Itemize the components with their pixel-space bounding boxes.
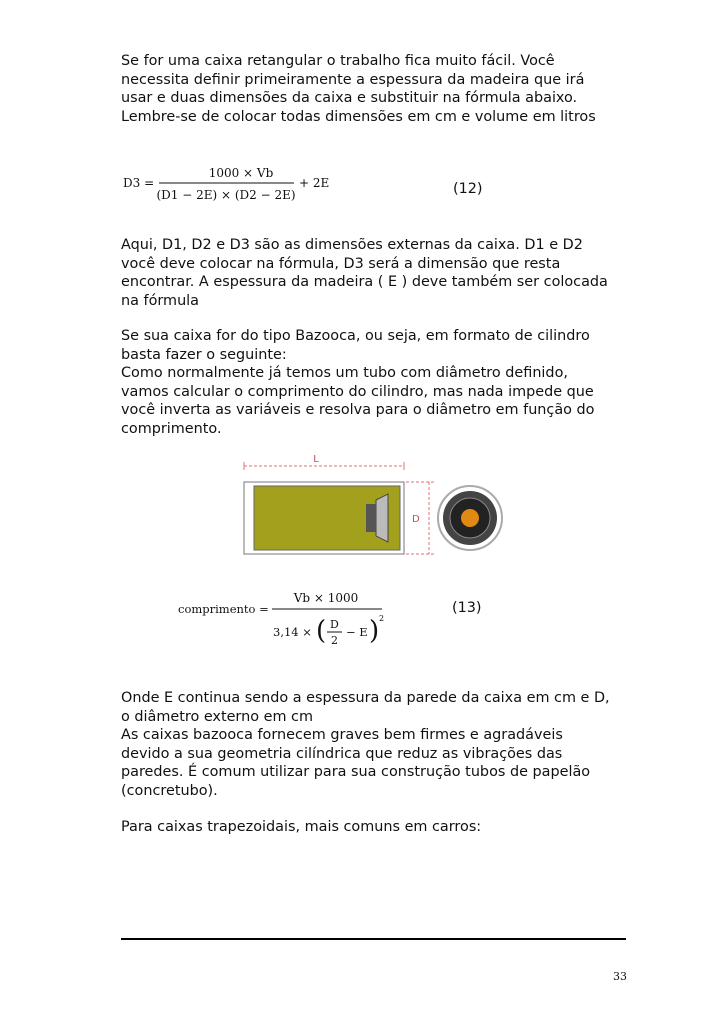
formula-12-numerator: 1000 × Vb (208, 166, 274, 180)
page-number: 33 (613, 970, 627, 983)
formula-13-den-prefix: 3,14 × (273, 625, 312, 639)
text-line: basta fazer o seguinte: (121, 346, 287, 363)
formula-12-denominator: (D1 − 2E) × (D2 − 2E) (156, 188, 296, 202)
length-label: L (313, 454, 319, 465)
text-line: encontrar. A espessura da madeira ( E ) deve também ser colocada (121, 274, 608, 291)
paragraph-dimensions (121, 236, 641, 310)
formula-13-lhs: comprimento = (178, 602, 269, 616)
text-line: Aqui, D1, D2 e D3 são as dimensões externas da caixa. D1 e D2 (121, 237, 583, 253)
footer-rule (121, 938, 626, 940)
text-line: vamos calcular o comprimento do cilindro, mas nada impede que (121, 383, 594, 400)
equation-label-12: (12) (453, 181, 483, 197)
text-line: o diâmetro externo em cm (121, 708, 313, 725)
formula-12-tail: + 2E (299, 176, 330, 190)
formula-13-minus: − E (346, 625, 368, 639)
diameter-label: D (412, 514, 420, 525)
text-line: Onde E continua sendo a espessura da parede da caixa em cm e D, (121, 690, 610, 706)
paragraph-bazooca (121, 327, 641, 439)
exponent: 2 (379, 614, 385, 623)
text-line: (concretubo). (121, 782, 218, 799)
text-line: Como normalmente já temos um tubo com diâmetro definido, (121, 365, 568, 382)
text-line: paredes. É comum utilizar para sua construção tubos de papelão (121, 764, 591, 781)
text-line: Para caixas trapezoidais, mais comuns em carros: (121, 819, 482, 835)
speaker-dust-cap (461, 509, 479, 527)
text-line: Lembre-se de colocar todas dimensões em cm e volume em litros (121, 108, 596, 125)
text-line: comprimento. (121, 420, 222, 437)
paren-open: ( (316, 616, 327, 646)
paren-close: ) (369, 616, 380, 646)
text-line: Se sua caixa for do tipo Bazooca, ou seja, em formato de cilindro (121, 328, 590, 344)
equation-label-13: (13) (452, 600, 482, 616)
text-line: As caixas bazooca fornecem graves bem firmes e agradáveis (121, 727, 563, 744)
text-line: você inverta as variáveis e resolva para o diâmetro em função do (121, 402, 595, 419)
text-line: Se for uma caixa retangular o trabalho fica muito fácil. Você (121, 53, 555, 69)
text-line: devido a sua geometria cilíndrica que reduz as vibrações das (121, 745, 563, 762)
inner-frac-den: 2 (331, 634, 338, 647)
formula-13-graphic (176, 585, 406, 655)
formula-12-graphic (121, 160, 351, 210)
text-line: usar e duas dimensões da caixa e substituir na fórmula abaixo. (121, 90, 578, 107)
text-line: necessita definir primeiramente a espessura da madeira que irá (121, 71, 585, 88)
inner-frac-num: D (330, 618, 339, 631)
text-line: você deve colocar na fórmula, D3 será a dimensão que resta (121, 255, 561, 272)
text-line: na fórmula (121, 292, 200, 309)
paragraph-notes (121, 689, 641, 801)
bazooka-box-diagram (236, 452, 506, 562)
speaker-cone-side (376, 494, 388, 542)
formula-13-numerator: Vb × 1000 (293, 591, 359, 605)
formula-12-lhs: D3 = (123, 176, 155, 190)
speaker-magnet (366, 504, 376, 532)
paragraph-trapezoidal (121, 818, 641, 837)
paragraph-intro (121, 52, 641, 126)
